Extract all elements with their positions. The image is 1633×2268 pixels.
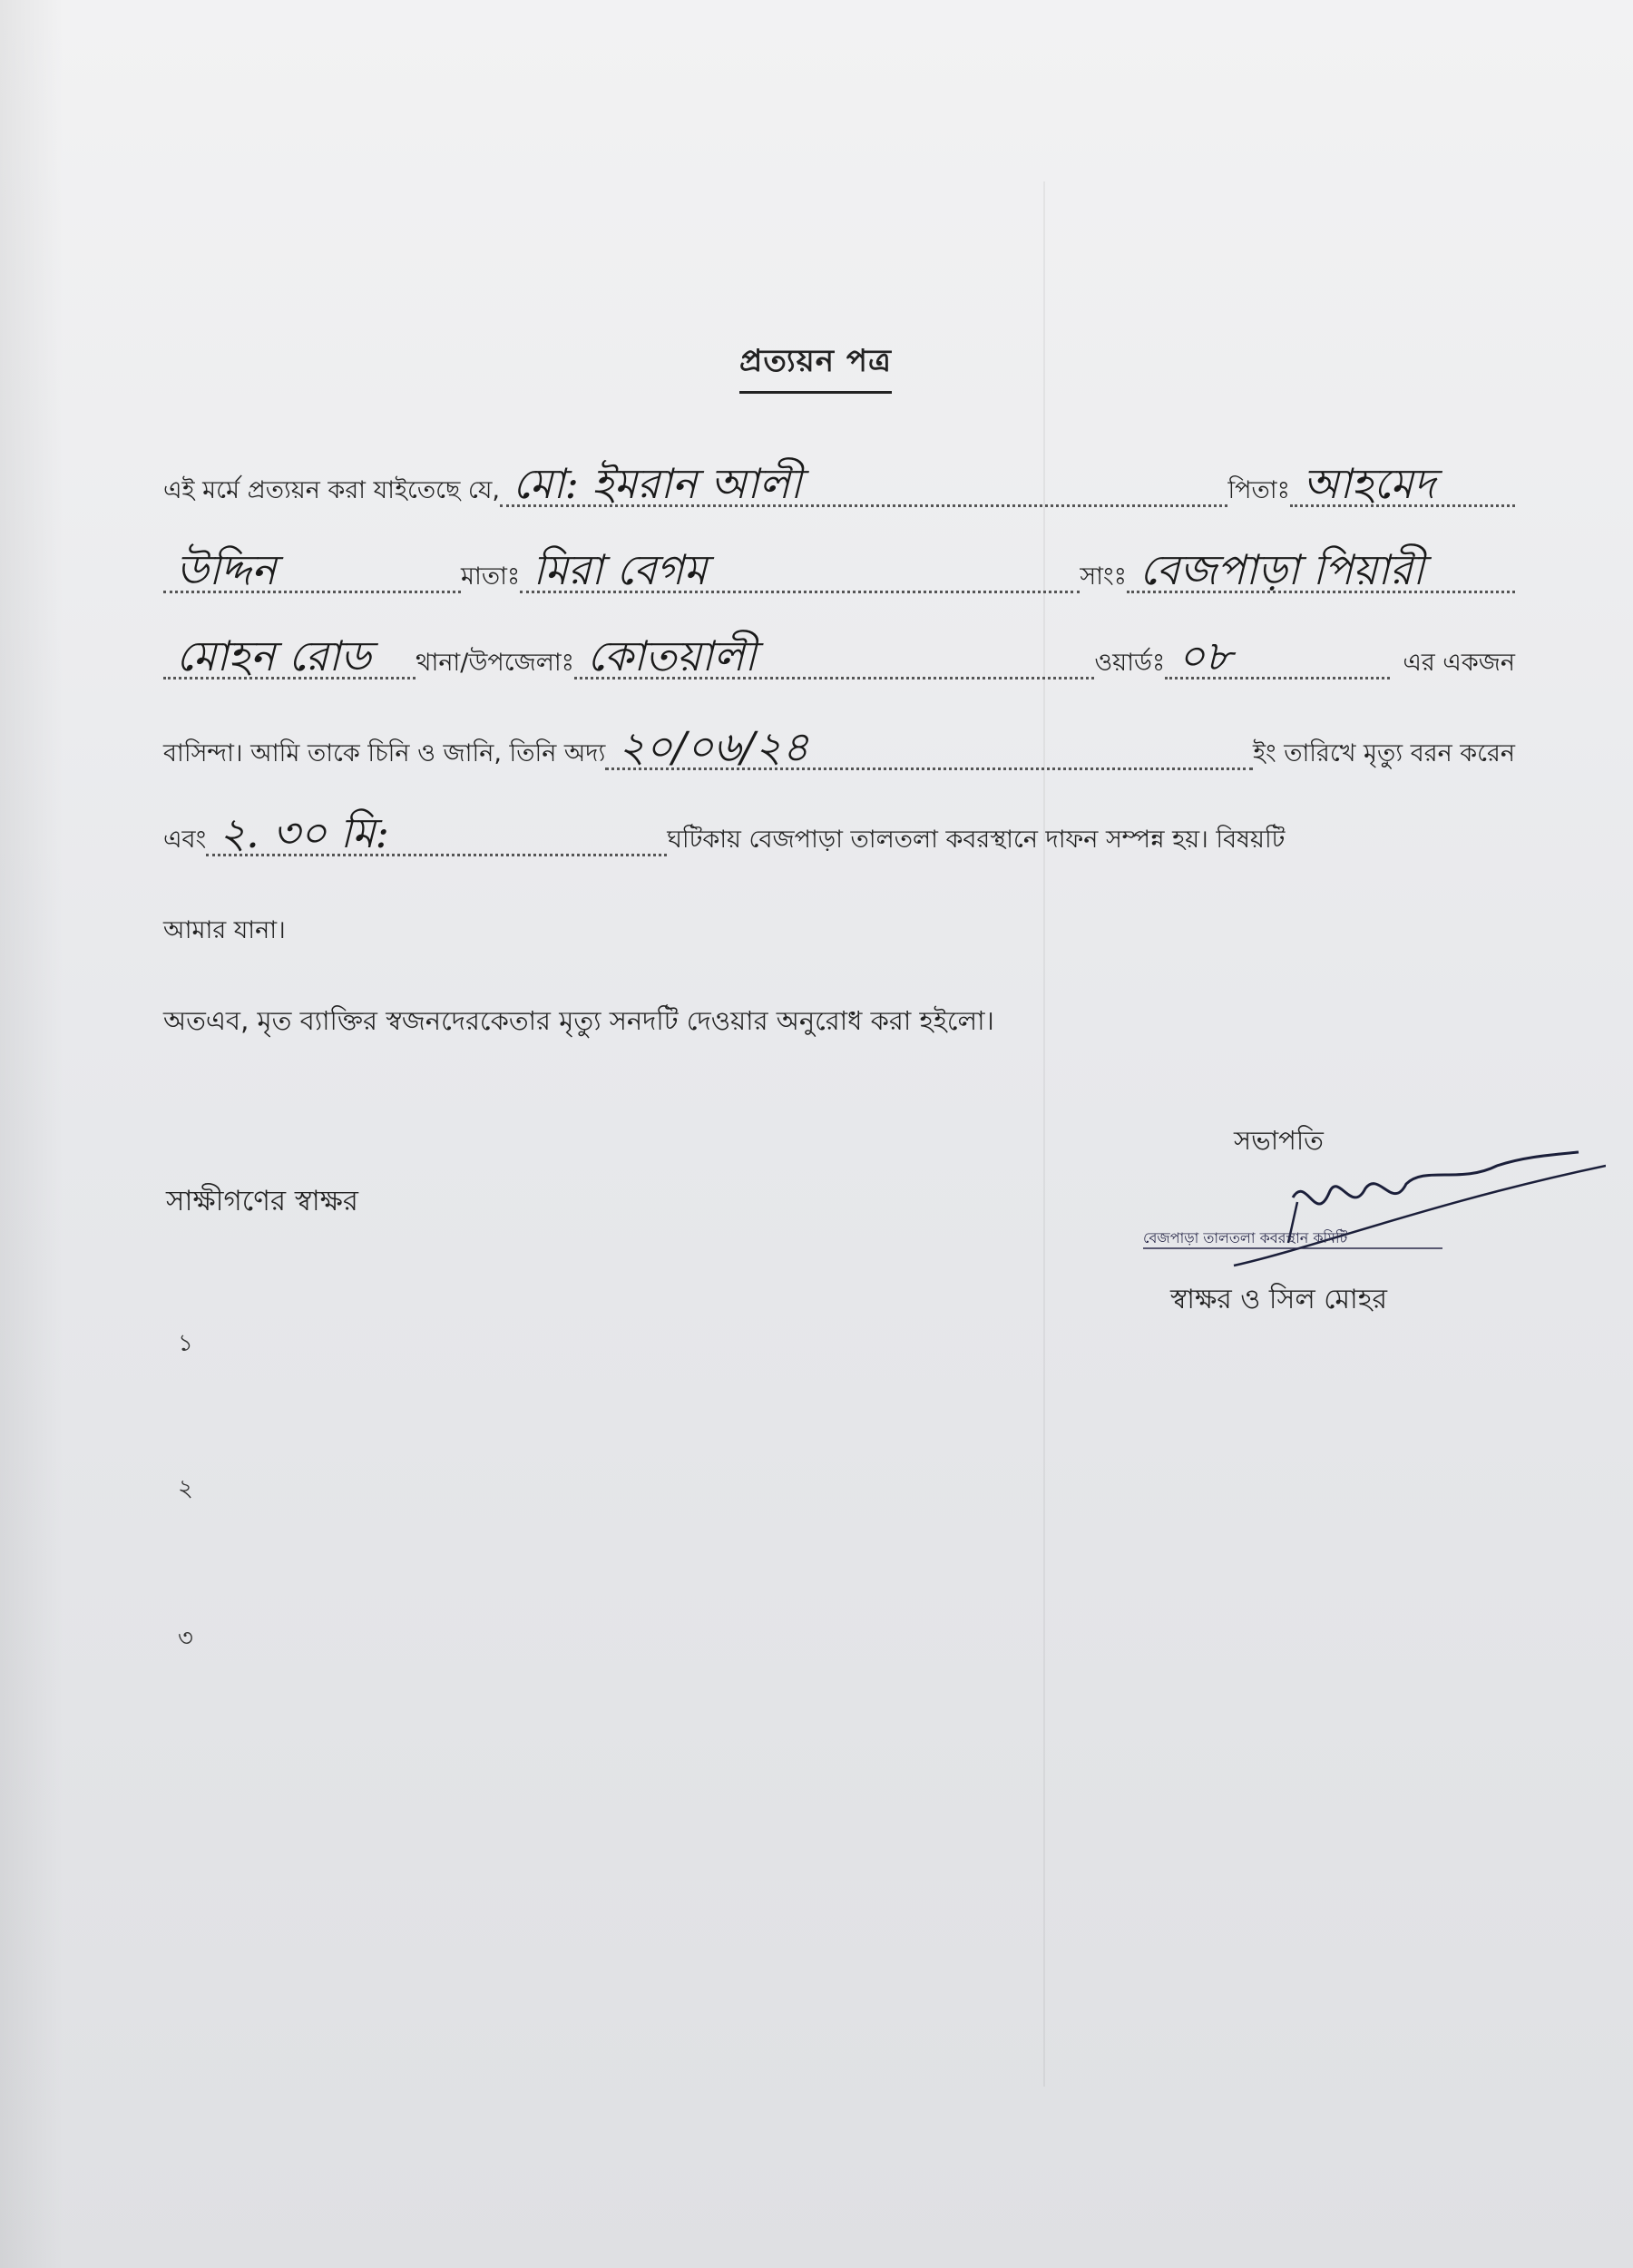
and-text: এবং [163,826,207,854]
text-line-3 [163,631,1515,685]
text-line-1 [163,459,1515,513]
stamp-text: বেজপাড়া তালতলা কবরস্থান কমিটি [1143,1229,1348,1246]
village-field: বেজপাড়া পিয়ারী [1127,549,1515,593]
text-line-2 [163,545,1515,599]
village-field-cont: মোহন রোড [163,635,416,679]
chairman-label: সভাপতি [1234,1125,1324,1156]
mother-name-field: মিরা বেগম [520,549,1080,593]
father-name-field-cont: উদ্দিন [163,549,461,593]
request-statement: অতএব, মৃত ব্যাক্তির স্বজনদেরকেতার মৃত্যু সনদটি দেওয়ার অনুরোধ করা হইলো। [163,1005,994,1036]
thana-label: থানা/উপজেলাঃ [416,649,575,677]
signature-caption: স্বাক্ষর ও সিল মোহর [1170,1284,1387,1315]
burial-statement: ঘটিকায় বেজপাড়া তালতলা কবরস্থানে দাফন সম্পন্ন হয়। বিষয়টি [667,826,1286,854]
ward-label: ওয়ার্ডঃ [1094,649,1166,677]
witness-number-1: ১ [178,1330,193,1357]
name-field: মো: ইমরান আলী [500,463,1227,507]
signature-stamp-graphic [1134,1139,1606,1284]
father-label: পিতাঃ [1227,476,1290,504]
burial-time-field: ২. ৩০ মি: [206,812,667,856]
resident-statement: বাসিন্দা। আমি তাকে চিনি ও জানি, তিনি অদ্য [163,739,606,767]
knowledge-statement: আমার যানা। [163,916,286,944]
death-date-field: ২০/০৬/২৪ [605,726,1253,770]
witness-number-3: ৩ [178,1625,193,1652]
text-line-5 [163,808,1515,862]
intro-text: এই মর্মে প্রত্যয়ন করা যাইতেছে যে, [163,476,501,504]
resident-text: এর একজন [1403,649,1515,677]
document-title: প্রত্যয়ন পত্র [739,337,892,394]
father-name-field: আহমেদ [1290,463,1515,507]
witness-number-2: ২ [178,1475,193,1502]
text-line-4 [163,722,1515,776]
death-statement: ইং তারিখে মৃত্যু বরন করেন [1252,739,1515,767]
witnesses-title: সাক্ষীগণের স্বাক্ষর [166,1185,358,1217]
thana-field: কোতয়ালী [574,635,1094,679]
text-line-7 [163,1001,1515,1045]
village-label: সাংঃ [1080,562,1127,591]
mother-label: মাতাঃ [461,562,521,591]
text-line-6 [163,912,1515,953]
ward-field: ০৮ [1165,635,1390,679]
